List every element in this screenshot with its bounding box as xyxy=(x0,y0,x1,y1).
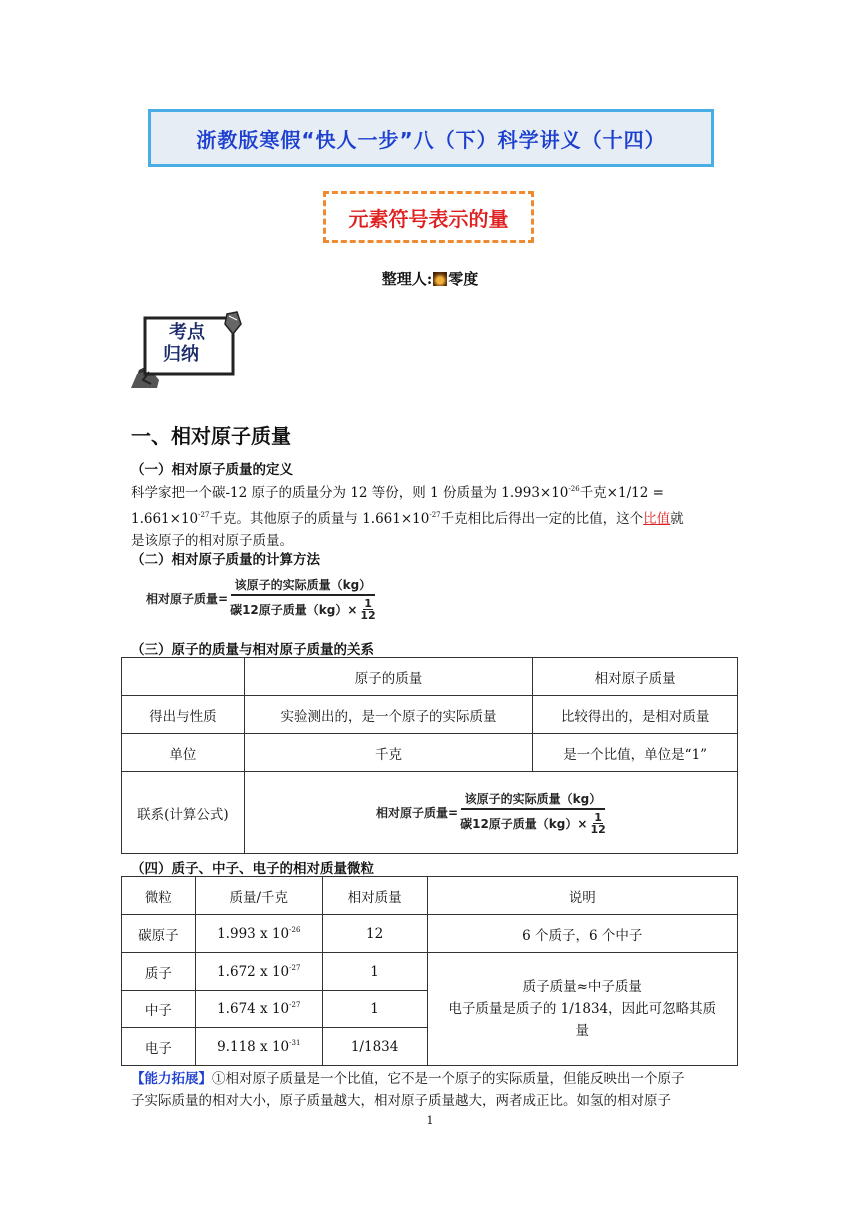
table-row: 中子 1.674 x $10^{-27}$ 1 xyxy=(122,991,738,1028)
table-row: 质子 1.672 x $10^{-27}$ 1 质子质量≈中子质量 电子质量是质子的 1/1834，因此可忽略其质 量 xyxy=(122,953,738,991)
definition-line-2: $1.661\times 10^{-27}$千克。其他原子的质量与 $1.661\times 10^{-27}$千克相比后得出一定的比值，这个比值就 xyxy=(131,511,684,527)
formula-image: 相对原子质量= 该原子的实际质量（kg） 碳12原子质量（kg）× $\frac{1}{12}$ xyxy=(376,792,606,836)
document-title-text: 浙教版寒假“快人一步”八（下）科学讲义（十四） xyxy=(196,127,666,152)
definition-line-1: 科学家把一个碳-12 原子的质量分为 12 等份，则 1 份质量为 $1.993\times 10^{-26}$千克×1/12 = xyxy=(131,485,664,501)
formula-numerator: 该原子的实际质量（kg） xyxy=(231,576,376,596)
definition-paragraph xyxy=(131,478,731,552)
formula-lhs: 相对原子质量= xyxy=(146,592,229,606)
avatar-icon xyxy=(433,272,447,286)
subsection-4-heading: （四）质子、中子、电子的相对质量微粒 xyxy=(131,861,374,877)
extension-paragraph xyxy=(131,1068,741,1112)
formula-cell xyxy=(244,772,737,854)
formula-denominator: 碳12原子质量（kg）× xyxy=(230,603,358,617)
compiler-name: 零度 xyxy=(448,270,479,288)
ratio-link: 比值 xyxy=(643,511,671,527)
definition-line-3: 是该原子的相对原子质量。 xyxy=(131,533,293,549)
extension-line-2: 子实际质量的相对大小，原子质量越大，相对原子质量越大，两者成正比。如氢的相对原子 xyxy=(131,1093,671,1109)
subsection-1-heading: （一）相对原子质量的定义 xyxy=(131,462,293,478)
section-heading: 一、相对原子质量 xyxy=(131,424,291,448)
merged-note-cell: 质子质量≈中子质量 电子质量是质子的 1/1834，因此可忽略其质 量 xyxy=(427,953,737,1066)
extension-line-1: 【能力拓展】①相对原子质量是一个比值，它不是一个原子的实际质量，但能反映出一个原子 xyxy=(131,1071,685,1087)
table-row: 电子 9.118 x $10^{-31}$ 1/1834 xyxy=(122,1028,738,1066)
document-title xyxy=(148,109,714,167)
compiler-label: 整理人: xyxy=(381,270,433,288)
document-subtitle-text: 元素符号表示的量 xyxy=(348,206,509,231)
badge-line-1: 考点 xyxy=(169,322,205,343)
particle-mass-table xyxy=(121,876,738,1066)
subsection-2-heading: （二）相对原子质量的计算方法 xyxy=(131,552,320,568)
table-row: 单位 千克 是一个比值，单位是“1” xyxy=(122,734,738,772)
badge-line-2: 归纳 xyxy=(163,344,199,365)
table-header-row: 微粒 质量/千克 相对质量 说明 xyxy=(122,877,738,915)
subsection-3-heading: （三）原子的质量与相对原子质量的关系 xyxy=(131,642,374,658)
compiler-line xyxy=(0,268,860,289)
table-row: 碳原子 1.993 x $10^{-26}$ 12 6 个质子，6 个中子 xyxy=(122,915,738,953)
table-row: 得出与性质 实验测出的，是一个原子的实际质量 比较得出的，是相对质量 xyxy=(122,696,738,734)
document-subtitle xyxy=(323,191,534,243)
extension-label: 【能力拓展】 xyxy=(131,1071,212,1087)
table-header-row: 原子的质量 相对原子质量 xyxy=(122,658,738,696)
page-number: 1 xyxy=(426,1114,434,1127)
key-points-badge xyxy=(129,310,244,388)
table-row: 联系(计算公式) 相对原子质量= 该原子的实际质量（kg） 碳12原子质量（kg）× $\frac{1}{12}$ xyxy=(122,772,738,854)
mass-relation-table xyxy=(121,657,738,854)
formula-image: 相对原子质量= 该原子的实际质量（kg） 碳12原子质量（kg）× $\frac{1}{12}$ xyxy=(146,578,376,622)
